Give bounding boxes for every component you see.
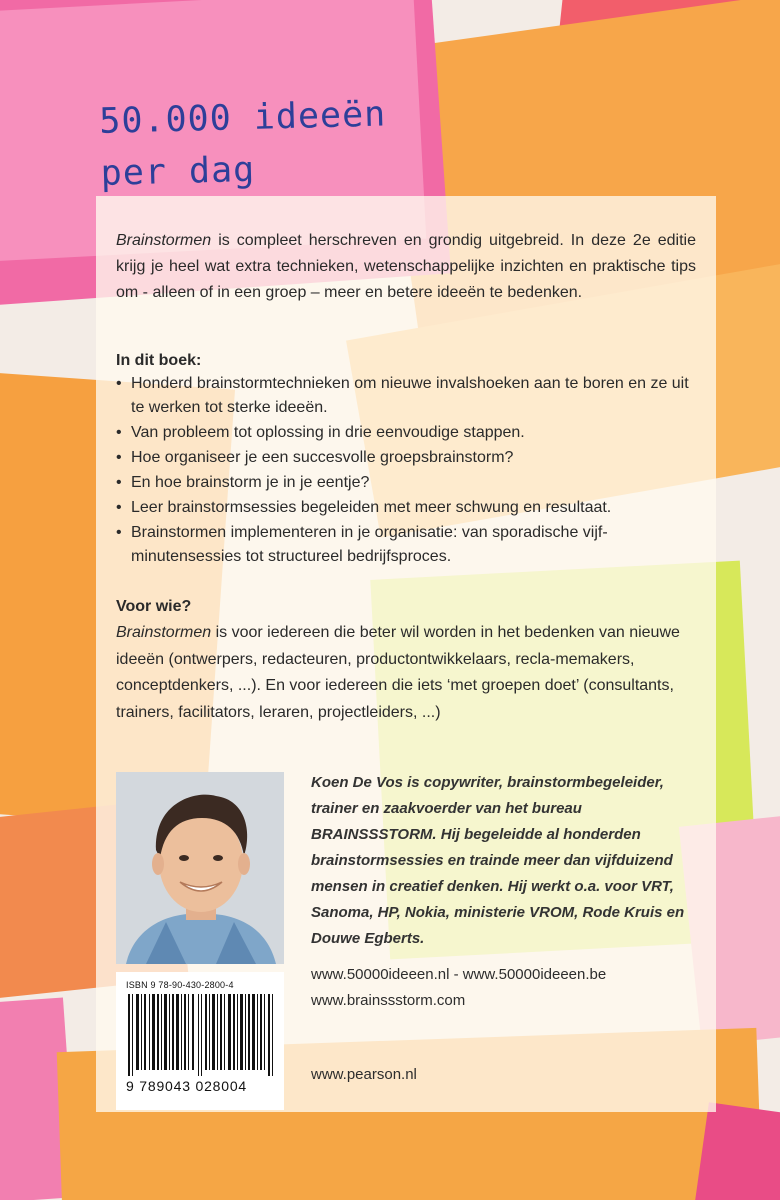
voor-wie-emphasis: Brainstormen xyxy=(116,624,212,641)
list-item: • Leer brainstormsessies begeleiden met meer schwung en resultaat. xyxy=(116,496,706,520)
voor-wie-paragraph xyxy=(116,620,706,726)
author-bio: Koen De Vos is copywriter, brainstormbegeleider, trainer en zaakvoerder van het bureau BRAINSSSTORM. Hij begeleidde al honderden brainstormsessies en trainde meer dan vijfduizend mensen in creatief denken. Hij werkt o.a. voor VRT, Sanoma, HP, Nokia, ministerie VROM, Rode Kruis en Douwe Egberts. xyxy=(311,774,685,947)
list-item: • Hoe organiseer je een succesvolle groepsbrainstorm? xyxy=(116,446,706,470)
isbn-label: ISBN 9 78-90-430-2800-4 xyxy=(126,980,234,990)
bullet-icon: • xyxy=(116,499,122,516)
isbn-barcode xyxy=(116,972,284,1110)
list-item: • Honderd brainstormtechnieken om nieuwe invalshoeken aan te boren en ze uit te werken tot sterke ideeën. xyxy=(116,372,706,420)
list-item: • En hoe brainstorm je in je eentje? xyxy=(116,471,706,495)
bullet-icon: • xyxy=(116,524,122,541)
website-links[interactable]: www.50000ideeen.nl - www.50000ideeen.be xyxy=(311,966,607,983)
bullet-icon: • xyxy=(116,474,122,491)
title-line-2: per dag xyxy=(100,149,256,194)
voor-wie-text: is voor iedereen die beter wil worden in het bedenken van nieuwe ideeën (ontwerpers, redacteuren, productontwikkelaars, recla-memakers, conceptdenkers, ...). En voor iedereen die iets ‘met groepen doet’ (consultants, trainers, facilitators, leraren, projectleiders, ...) xyxy=(116,624,680,721)
intro-text: is compleet herschreven en grondig uitgebreid. In deze 2e editie krijg je heel wat extra technieken, wetenschappelijke inzichten en praktische tips om - alleen of in een groep – meer en betere ideeën te bedenken. xyxy=(116,232,696,301)
bullet-icon: • xyxy=(116,424,122,441)
publisher-link[interactable]: www.pearson.nl xyxy=(311,1066,417,1083)
author-portrait-icon xyxy=(116,772,284,964)
list-item: • Brainstormen implementeren in je organisatie: van sporadische vijf-minutensessies tot structureel bedrijfsproces. xyxy=(116,521,706,569)
voor-wie-heading: Voor wie? xyxy=(116,598,192,615)
intro-paragraph xyxy=(116,228,696,306)
barcode-number: 9 789043 028004 xyxy=(126,1078,247,1094)
list-item: • Van probleem tot oplossing in drie eenvoudige stappen. xyxy=(116,421,706,445)
barcode-icon xyxy=(128,994,274,1076)
bullet-icon: • xyxy=(116,449,122,466)
bullet-icon: • xyxy=(116,375,122,392)
author-photo xyxy=(116,772,284,964)
in-dit-boek-heading: In dit boek: xyxy=(116,352,202,369)
intro-emphasis: Brainstormen xyxy=(116,232,212,249)
brainssstorm-link[interactable]: www.brainssstorm.com xyxy=(311,992,466,1009)
title-line-1: 50.000 ideeën xyxy=(98,94,387,142)
feature-list xyxy=(116,372,706,570)
handwritten-title xyxy=(99,88,402,200)
